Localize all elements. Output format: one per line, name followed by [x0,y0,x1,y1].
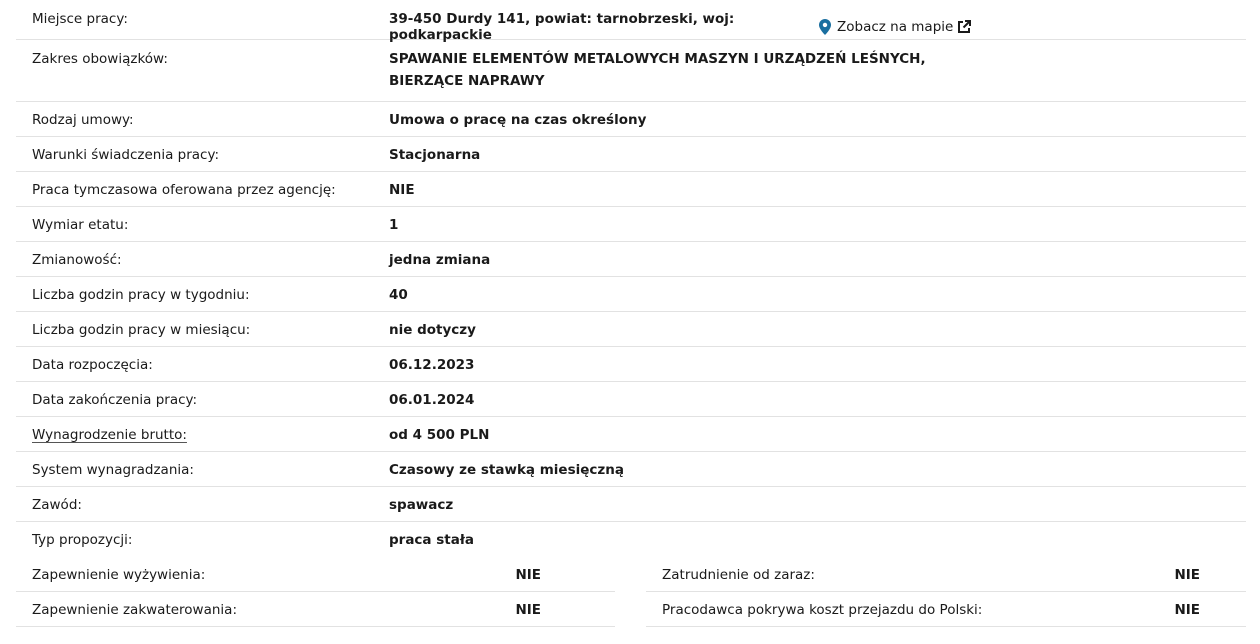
row-label: Zawód: [32,497,82,513]
row-label: Zatrudnienie od zaraz: [662,567,815,583]
duties-line: BIERZĄCE NAPRAWY [389,73,545,89]
row-value: Czasowy ze stawką miesięczną [389,462,624,478]
row-end-date [16,382,1246,417]
offer-details [16,0,1246,627]
row-workplace [16,0,1246,43]
row-value: 1 [389,217,399,233]
row-label [16,427,389,443]
pair-row [16,592,1246,627]
row-label: Rodzaj umowy: [32,112,134,128]
row-gross-salary [16,417,1246,452]
row-value: NIE [1174,567,1200,583]
row-value [389,11,1246,43]
row-shifts [16,242,1246,277]
row-label: Zapewnienie zakwaterowania: [32,602,237,618]
row-profession [16,487,1246,522]
row-label: Data rozpoczęcia: [32,357,153,373]
row-value: Stacjonarna [389,147,481,163]
row-label: Liczba godzin pracy w tygodniu: [32,287,250,303]
row-value: NIE [1174,602,1200,618]
row-value: Umowa o pracę na czas określony [389,112,647,128]
row-value: praca stała [389,532,474,548]
row-value: 40 [389,287,408,303]
show-on-map-label: Zobacz na mapie [837,19,954,35]
row-value: jedna zmiana [389,252,491,268]
row-label: Zapewnienie wyżywienia: [32,567,206,583]
row-label: Pracodawca pokrywa koszt przejazdu do Polski: [662,602,983,618]
row-label: Liczba godzin pracy w miesiącu: [32,322,251,338]
row-value: NIE [389,182,415,198]
duties-line: SPAWANIE ELEMENTÓW METALOWYCH MASZYN I URZĄDZEŃ LEŚNYCH, [389,51,926,67]
map-pin-icon [819,19,831,35]
row-duties [16,40,1246,102]
row-value [389,48,1246,92]
row-label: Warunki świadczenia pracy: [32,147,220,163]
row-start-date [16,347,1246,382]
travel-cost-covered [646,592,1246,627]
row-salary-system [16,452,1246,487]
row-value: nie dotyczy [389,322,476,338]
row-value: 06.12.2023 [389,357,475,373]
row-contract-type [16,102,1246,137]
row-label: Praca tymczasowa oferowana przez agencję: [32,182,336,198]
row-value: NIE [515,602,541,618]
pair-row [16,557,1246,592]
immediate-employment [646,557,1246,592]
row-value: 06.01.2024 [389,392,475,408]
accommodation-provided [16,592,615,627]
row-label: Typ propozycji: [32,532,133,548]
meals-provided [16,557,615,592]
row-working-time [16,207,1246,242]
row-value: spawacz [389,497,454,513]
row-offer-type [16,522,1246,557]
row-label: Miejsce pracy: [32,11,128,27]
row-monthly-hours [16,312,1246,347]
show-on-map-link[interactable] [819,19,971,35]
row-weekly-hours [16,277,1246,312]
gross-salary-term[interactable]: Wynagrodzenie brutto: [32,427,187,443]
row-label: System wynagradzania: [32,462,194,478]
row-work-conditions [16,137,1246,172]
row-value: od 4 500 PLN [389,427,490,443]
row-label: Zakres obowiązków: [32,51,168,67]
external-link-icon [957,20,971,34]
row-label: Wymiar etatu: [32,217,129,233]
row-label: Zmianowość: [32,252,122,268]
workplace-address: 39-450 Durdy 141, powiat: tarnobrzeski, woj: podkarpackie [389,11,735,43]
row-label: Data zakończenia pracy: [32,392,198,408]
row-value: NIE [515,567,541,583]
row-temporary-agency [16,172,1246,207]
